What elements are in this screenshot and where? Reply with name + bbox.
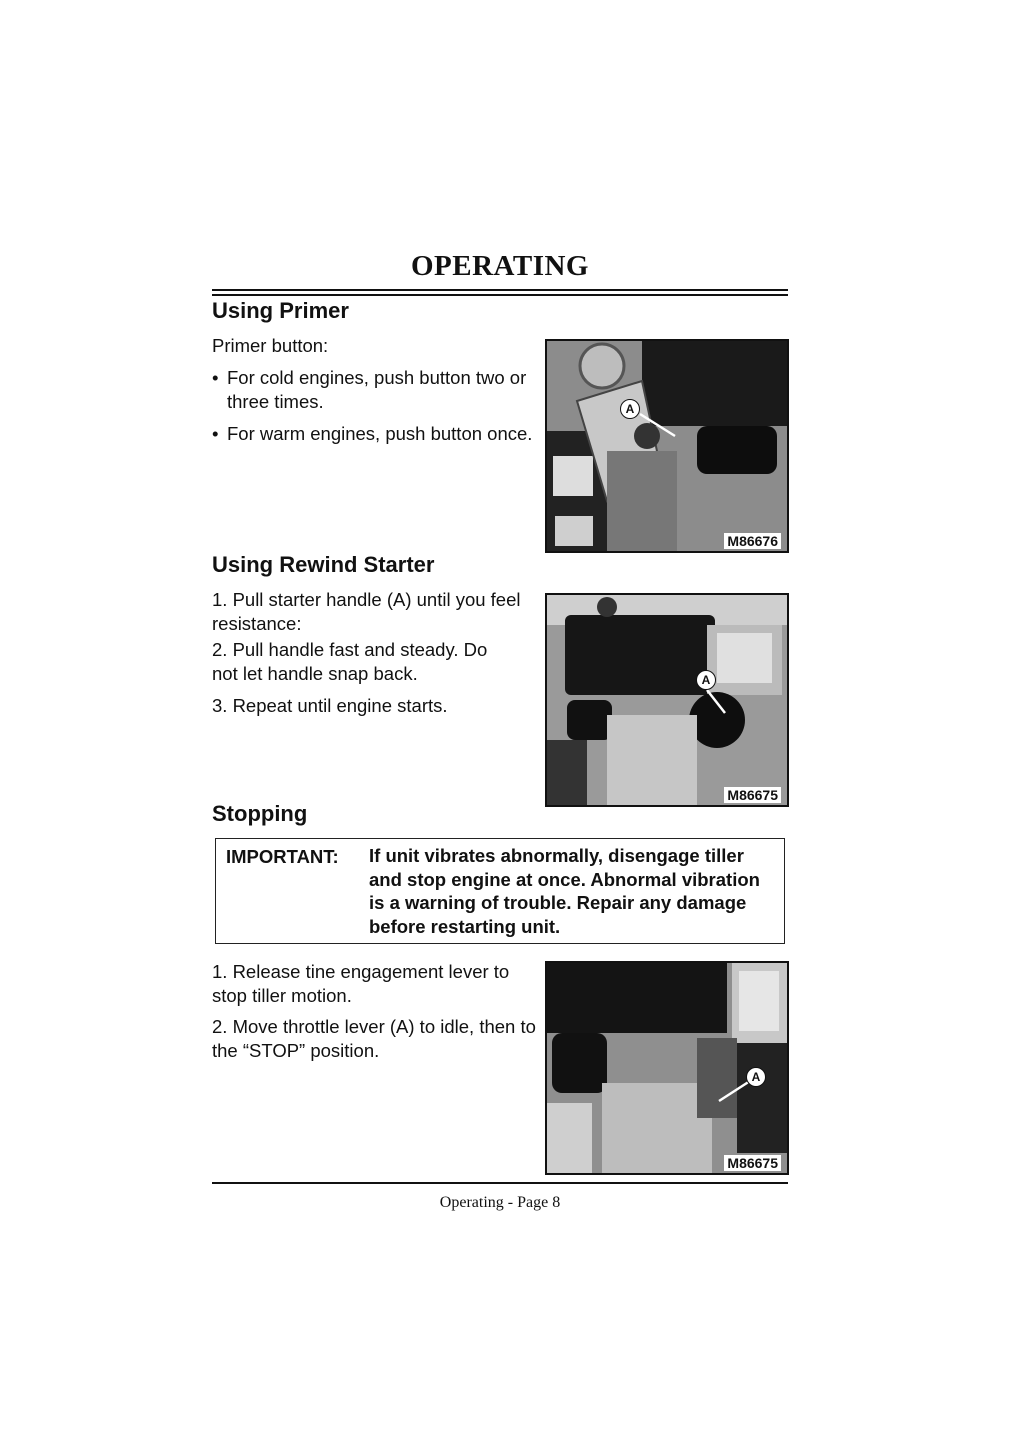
rewind-photo — [545, 593, 789, 807]
rewind-step: 3. Repeat until engine starts. — [212, 695, 448, 716]
rewind-step: 2. Pull handle fast and steady. Do not let handle snap back. — [212, 639, 488, 684]
page-title: OPERATING — [411, 250, 589, 282]
image-code: M86675 — [724, 787, 781, 803]
callout-a: A — [746, 1067, 766, 1087]
important-notice — [215, 838, 785, 944]
title-rule-bottom — [212, 294, 788, 296]
primer-engine-illustration — [547, 341, 787, 551]
primer-intro: Primer button: — [212, 335, 329, 356]
important-label: IMPORTANT: — [226, 846, 339, 867]
stopping-step: 1. Release tine engagement lever to stop tiller motion. — [212, 961, 510, 1006]
footer-rule — [212, 1182, 788, 1184]
callout-a: A — [696, 670, 716, 690]
primer-heading: Using Primer — [212, 298, 349, 323]
rewind-step: 1. Pull starter handle (A) until you feel resistance: — [212, 589, 521, 634]
title-rule-top — [212, 289, 788, 291]
page-footer: Operating - Page 8 — [439, 1194, 561, 1211]
image-code: M86675 — [724, 1155, 781, 1171]
primer-photo — [545, 339, 789, 553]
rewind-engine-illustration — [547, 595, 787, 805]
important-text: If unit vibrates abnormally, disengage tiller and stop engine at once. Abnormal vibration is a warning of trouble. Repair any damage before restarting unit. — [369, 845, 760, 937]
stopping-step: 2. Move throttle lever (A) to idle, then to the “STOP” position. — [212, 1016, 536, 1061]
callout-a: A — [620, 399, 640, 419]
primer-bullet: • For warm engines, push button once. — [212, 423, 533, 444]
primer-bullet: • For cold engines, push button two or three times. — [212, 367, 527, 412]
image-code: M86676 — [724, 533, 781, 549]
rewind-heading: Using Rewind Starter — [212, 552, 435, 577]
stopping-photo — [545, 961, 789, 1175]
stopping-heading: Stopping — [212, 801, 308, 826]
